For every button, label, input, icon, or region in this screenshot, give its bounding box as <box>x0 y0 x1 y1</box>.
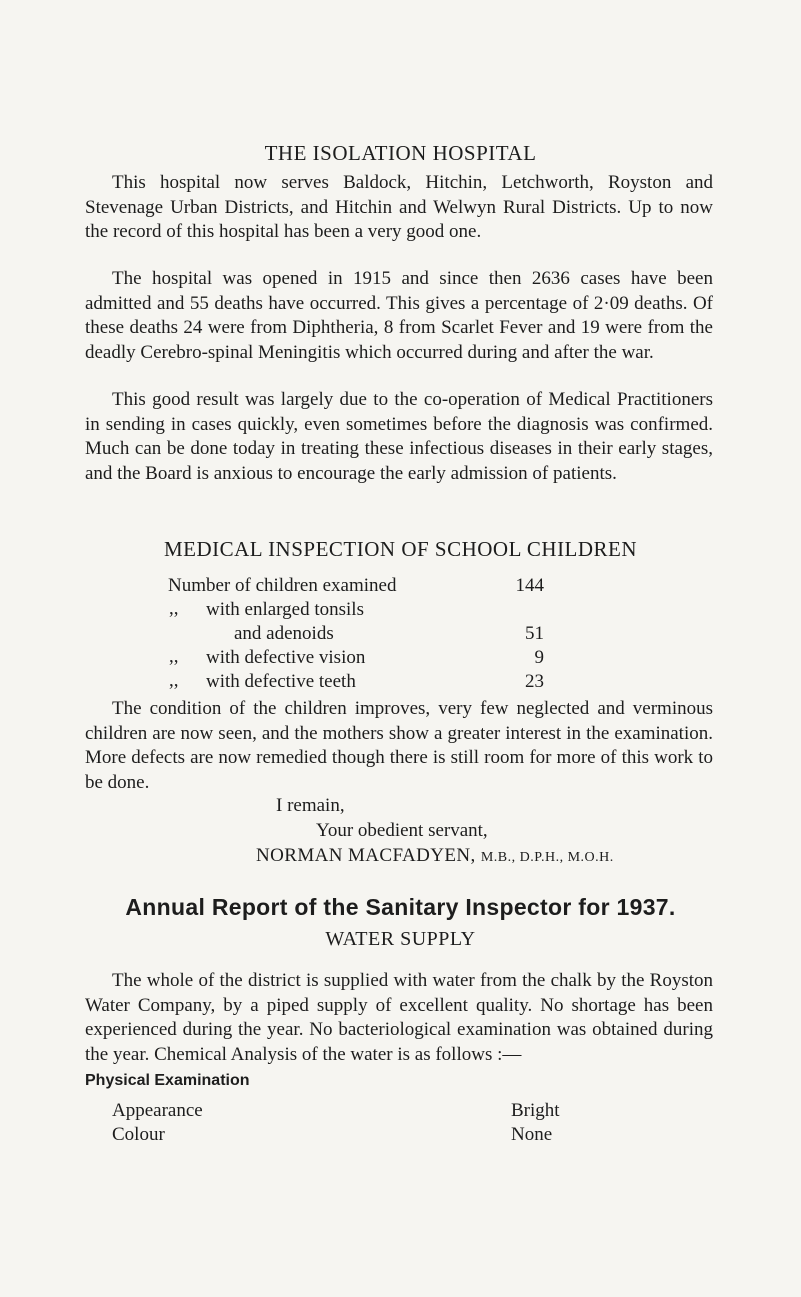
medical-inspection-heading: MEDICAL INSPECTION OF SCHOOL CHILDREN <box>163 537 638 561</box>
sanitary-report-heading: Annual Report of the Sanitary Inspector for 1937. <box>125 894 676 920</box>
isolation-hospital-heading: THE ISOLATION HOSPITAL <box>264 141 537 165</box>
exam-label: Colour <box>112 1124 165 1145</box>
stat-value: 51 <box>525 623 544 644</box>
stat-value: 9 <box>534 647 544 668</box>
children-condition-paragraph: The condition of the children improves, very few neglected and verminous children are now seen, and the mothers show a greater interest in the examination. More defects are now remedied though there is still room for more of this work to be done. <box>85 698 713 793</box>
closing-remain: I remain, <box>276 795 345 816</box>
ditto-mark: ,, <box>169 670 179 691</box>
exam-value: Bright <box>511 1100 560 1121</box>
physical-examination-heading: Physical Examination <box>85 1072 250 1089</box>
signatory-name: NORMAN MACFADYEN, <box>256 845 476 866</box>
signatory-qualifications: M.B., D.P.H., M.O.H. <box>480 850 614 865</box>
water-supply-heading: WATER SUPPLY <box>325 928 476 950</box>
stat-label: with defective vision <box>206 647 366 668</box>
ditto-mark: ,, <box>169 646 179 667</box>
stat-label: with defective teeth <box>206 671 356 692</box>
hospital-paragraph-1: This hospital now serves Baldock, Hitchin, Letchworth, Royston and Stevenage Urban Districts, and Hitchin and Welwyn Rural Districts. Up to now the record of this hospital has been a very good one. <box>85 172 713 243</box>
stat-label: Number of children examined <box>168 575 397 596</box>
stat-label: with enlarged tonsils <box>206 599 364 620</box>
exam-value: None <box>511 1124 553 1145</box>
stat-value: 23 <box>525 671 544 692</box>
signature-block <box>256 845 614 867</box>
stat-label: and adenoids <box>234 623 334 644</box>
exam-label: Appearance <box>112 1100 203 1121</box>
water-supply-paragraph: The whole of the district is supplied with water from the chalk by the Royston Water Company, by a piped supply of excellent quality. No shortage has been experienced during the year. No bacteriological examination was obtained during the year. Chemical Analysis of the water is as follows :— <box>85 970 713 1065</box>
ditto-mark: ,, <box>169 598 179 619</box>
hospital-paragraph-2: The hospital was opened in 1915 and since then 2636 cases have been admitted and 55 deaths have occurred. This gives a percentage of 2·09 deaths. Of these deaths 24 were from Diphtheria, 8 from Scarlet Fever and 19 were from the deadly Cerebro-spinal Meningitis which occurred during and after the war. <box>85 268 713 363</box>
stat-value: 144 <box>515 575 544 596</box>
closing-servant: Your obedient servant, <box>316 820 488 841</box>
hospital-paragraph-3: This good result was largely due to the co-operation of Medical Practitioners in sending in cases quickly, even sometimes before the diagnosis was confirmed. Much can be done today in treating these infectious diseases in their early stages, and the Board is anxious to encourage the early admission of patients. <box>85 389 713 484</box>
